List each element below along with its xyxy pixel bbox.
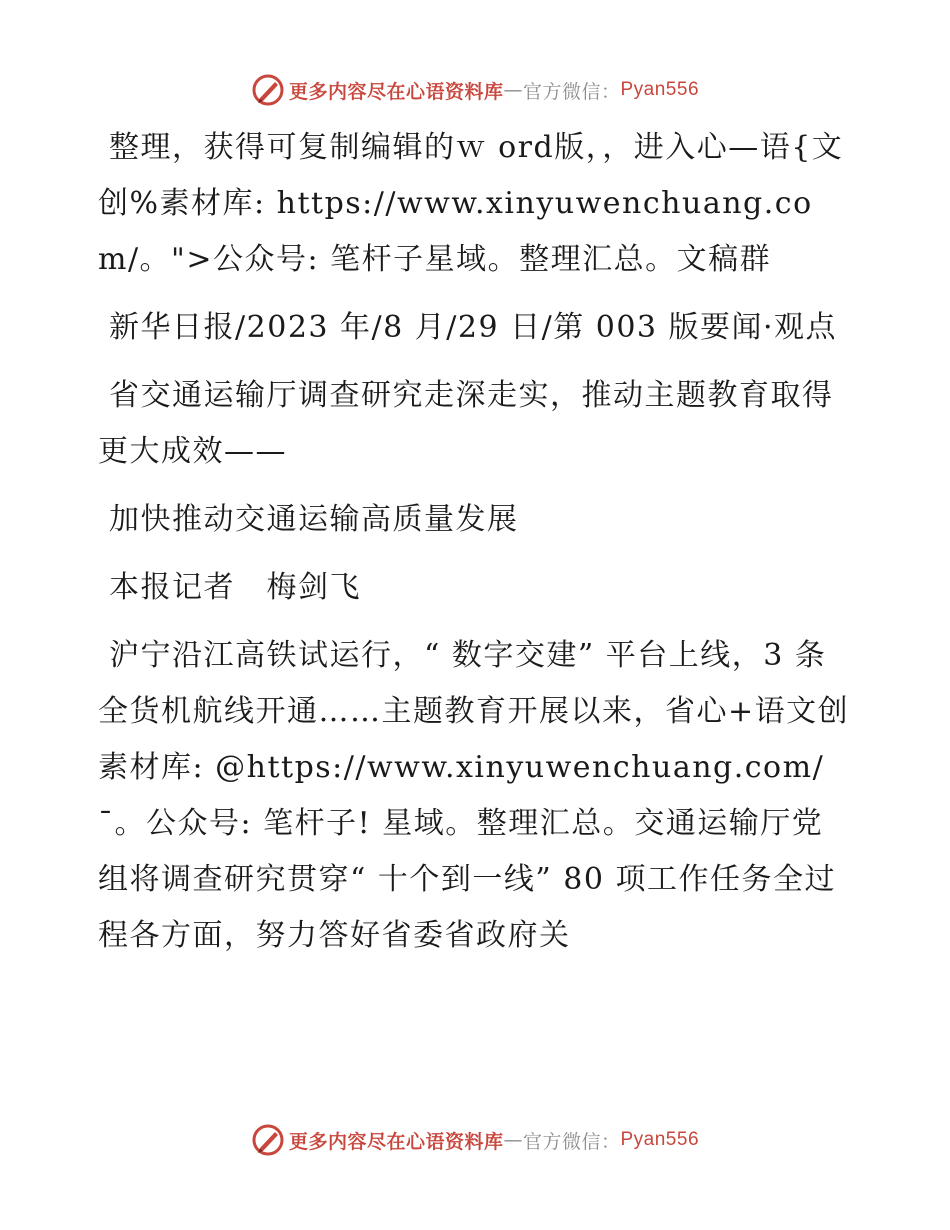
document-body — [98, 120, 850, 964]
intro-paragraph: 整理，获得可复制编辑的ｗ ord版，，进入心—语{文创%素材库: https://www.xinyuwenchuang.com/。">公众号: 笔杆子星域。整理汇总。文稿群 — [98, 130, 844, 277]
banner-main-text: 更多内容尽在心语资料库 — [288, 1130, 504, 1153]
banner-sub-text: 官方微信： — [522, 80, 621, 103]
article-subheading: 省交通运输厅调查研究走深走实，推动主题教育取得更大成效—— — [98, 378, 834, 469]
footer-watermark-banner — [0, 1120, 950, 1160]
article-title: 加快推动交通运输高质量发展 — [98, 502, 519, 537]
banner-sub-text: 官方微信： — [522, 1130, 621, 1153]
banner-dash: — — [503, 1129, 523, 1151]
banner-dash: — — [503, 79, 523, 101]
header-watermark-banner — [0, 70, 950, 110]
article-body-paragraph: 沪宁沿江高铁试运行，“ 数字交建” 平台上线，3 条全货机航线开通……主题教育开展以来，省心+语文创素材库: @https://www.xinyuwenchuang.com/¯。公众号: 笔杆子! 星域。整理汇总。交通运输厅党组将调查研究贯穿“ 十个到一线” 80 项工作任务全过程各方面，努力答好省委省政府关 — [98, 638, 850, 953]
pen-logo-icon — [251, 1123, 285, 1157]
banner-main-text: 更多内容尽在心语资料库 — [288, 80, 504, 103]
article-byline: 本报记者 梅剑飞 — [98, 570, 362, 605]
pen-logo-icon — [251, 73, 285, 107]
banner-wechat-id: Pyan556 — [620, 1129, 700, 1150]
banner-wechat-id: Pyan556 — [620, 79, 700, 100]
source-line: 新华日报/2023 年/8 月/29 日/第 003 版要闻·观点 — [98, 310, 838, 345]
